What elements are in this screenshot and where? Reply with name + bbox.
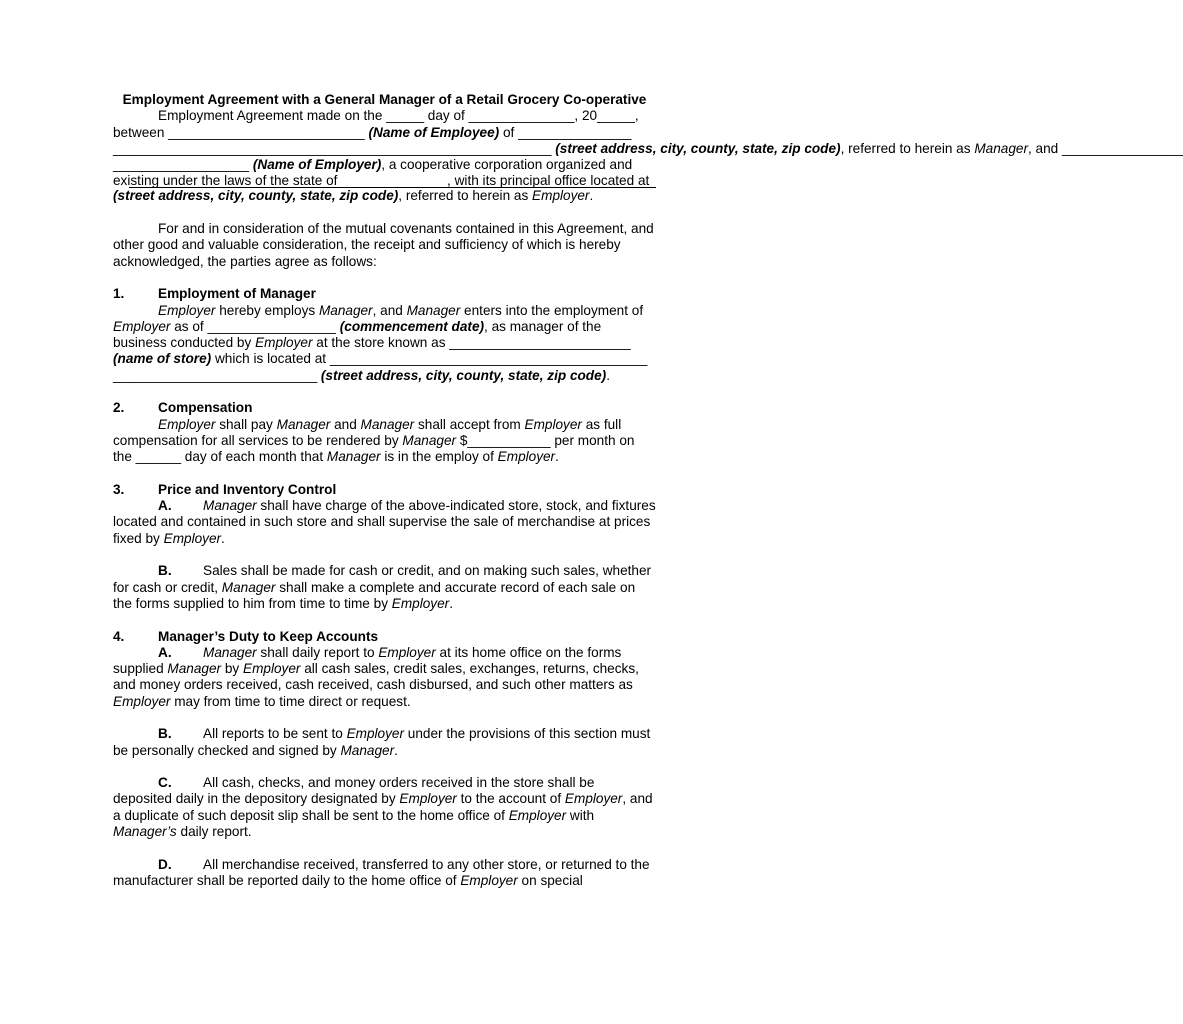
street-address-label: (street address, city, county, state, zip code) (113, 188, 399, 204)
section-4c-body: C. All cash, checks, and money orders received in the store shall be deposited daily in the depository designated by Employer to the account of Employer, and a duplicate of such deposit slip shall be sent to the home office of Employer with Manager’s daily report. (113, 775, 653, 840)
section-2-heading (113, 400, 656, 416)
consideration-paragraph: For and in consideration of the mutual covenants contained in this Agreement, and other good and valuable consideration, the receipt and sufficiency of which is hereby acknowledged, the parties agree as follows: (113, 221, 654, 269)
employer-term: Employer (532, 188, 590, 204)
section-number: 1. (113, 286, 125, 302)
section-title: Price and Inventory Control (158, 481, 337, 497)
section-3-heading (113, 482, 656, 498)
subsection-label: A. (158, 498, 172, 514)
subsection-label: D. (158, 856, 172, 872)
document-title: Employment Agreement with a General Manager of a Retail Grocery Co-operative (122, 92, 647, 107)
section-4a-body: A. Manager shall daily report to Employer at its home office on the forms supplied Manager by Employer all cash sales, credit sales, exchanges, returns, checks, and money orders received, cash received, cash disbursed, and such other matters as Employer may from time to time direct or request. (113, 644, 639, 709)
intro-text: , referred to herein as (840, 140, 975, 156)
intro-text: , referred to herein as (398, 188, 533, 204)
intro-text: , a cooperative corporation organized and existing under the laws of the state of ______________, with its principal office located at (113, 157, 650, 189)
section-1-heading (113, 286, 656, 302)
section-4-heading (113, 629, 656, 645)
section-4b-body: B. All reports to be sent to Employer under the provisions of this section must be personally checked and signed by Manager. (113, 726, 651, 758)
intro-text: of _______________ (499, 124, 632, 140)
section-2-body: Employer shall pay Manager and Manager shall accept from Employer as full compensation for all services to be rendered by Manager $___________ per month on the ______ day of each month that Manager is in the employ of Employer. (113, 416, 635, 465)
store-name-label: (name of store) (113, 351, 212, 367)
section-number: 3. (113, 481, 125, 497)
subsection-label: A. (158, 644, 172, 660)
subsection-label: B. (158, 726, 172, 742)
blank-line: __________________ (113, 157, 253, 173)
section-number: 4. (113, 628, 125, 644)
section-1-body: Employer hereby employs Manager, and Manager enters into the employment of Employer as of _________________ (commencement date), as manager of the business conducted by Employer at the store known as ________________________ (name of store) which is located at __________________________________________ ___________________________ (street address, city, county, state, zip code). (113, 302, 648, 383)
section-3a-body: A. Manager shall have charge of the above-indicated store, stock, and fixtures located and contained in such store and shall supervise the sale of merchandise at prices fixed by Employer. (113, 498, 656, 546)
section-3b-body: B. Sales shall be made for cash or credit, and on making such sales, whether for cash or credit, Manager shall make a complete and accurate record of each sale on the forms supplied to him from time to time by Employer. (113, 563, 652, 611)
intro-text: , and ________________ (1027, 140, 1183, 156)
street-address-label: (street address, city, county, state, zip code) (320, 367, 607, 383)
employer-name-label: (Name of Employer) (252, 157, 382, 173)
section-number: 2. (113, 400, 125, 416)
intro-paragraph: Employment Agreement made on the _____ day of ______________, 20_____, between __________________________ (Name of Employee) of _______________ __________________________________________________________ (street address, city, county, state, zip code), referred to herein as Manager, and ________________ __________________ (Name of Employer), a cooperative corporation organized and existing under the laws of the state of ______________, with its principal office located at (street address, city, county, state, zip code), referred to herein as Employer. (113, 108, 1183, 204)
subsection-label: B. (158, 563, 172, 579)
blank-line: __________________________________________________________ (113, 140, 556, 156)
section-title: Manager’s Duty to Keep Accounts (158, 628, 379, 644)
section-title: Compensation (158, 400, 253, 416)
intro-text: Employment Agreement made on the _____ day of ______________, 20_____, (158, 108, 639, 124)
section-title: Employment of Manager (158, 286, 316, 302)
commencement-date-label: (commencement date) (339, 318, 485, 334)
manager-term: Manager (974, 140, 1028, 156)
subsection-label: C. (158, 775, 172, 791)
employee-name-label: (Name of Employee) (368, 124, 500, 140)
intro-text: between __________________________ (113, 124, 369, 140)
street-address-label: (street address, city, county, state, zip code) (555, 140, 841, 156)
section-4d-body: D. All merchandise received, transferred to any other store, or returned to the manufacturer shall be reported daily to the home office of Employer on special (113, 856, 650, 888)
